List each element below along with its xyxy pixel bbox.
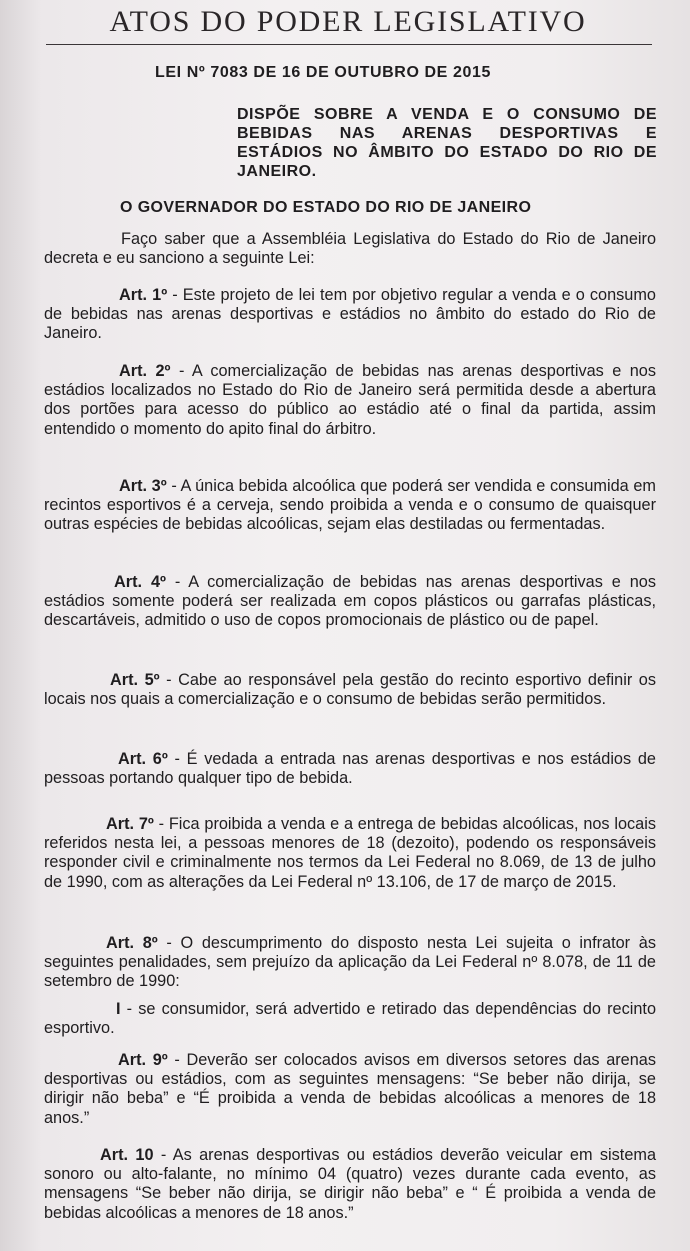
article-8: [44, 934, 656, 992]
article-10-label: Art. 10: [100, 1146, 154, 1164]
article-4-text: - A comercialização de bebidas nas arenas desportivas e nos estádios somente poderá ser realizada em copos plásticos ou garrafas plásticas, descartáveis, admitido o uso de copos promocionais de plástico ou de papel.: [44, 573, 656, 630]
section-header-title: ATOS DO PODER LEGISLATIVO: [109, 5, 587, 38]
article-1: [44, 286, 656, 344]
article-2-text: - A comercialização de bebidas nas arenas desportivas e nos estádios localizados no Estado do Rio de Janeiro será permitida desde a abertura dos portões para acesso do público ao estádio até o final da partida, assim entendido o momento do apito final do árbitro.: [44, 362, 656, 438]
article-2: [44, 362, 656, 439]
governor-heading: O GOVERNADOR DO ESTADO DO RIO DE JANEIRO: [120, 199, 532, 216]
article-1-label: Art. 1º: [119, 286, 168, 304]
article-5-text: - Cabe ao responsável pela gestão do recinto esportivo definir os locais nos quais a comercialização e o consumo de bebidas serão permitidos.: [44, 671, 656, 708]
article-1-text: - Este projeto de lei tem por objetivo regular a venda e o consumo de bebidas nas arenas desportivas e estádios no âmbito do estado do Rio de Janeiro.: [44, 286, 656, 343]
article-6-text: - É vedada a entrada nas arenas desportivas e nos estádios de pessoas portando qualquer tipo de bebida.: [44, 750, 656, 788]
article-8-item-1-label: I: [116, 1000, 121, 1018]
law-ementa: DISPÕE SOBRE A VENDA E O CONSUMO DE BEBIDAS NAS ARENAS DESPORTIVAS E ESTÁDIOS NO ÂMBITO DO ESTADO DO RIO DE JANEIRO.: [237, 106, 657, 180]
law-title: LEI Nº 7083 DE 16 DE OUTUBRO DE 2015: [155, 64, 491, 81]
article-5: [44, 671, 656, 709]
article-8-item-1-text: - se consumidor, será advertido e retirado das dependências do recinto esportivo.: [44, 1000, 656, 1038]
article-8-text: - O descumprimento do disposto nesta Lei sujeita o infrator às seguintes penalidades, sem prejuízo da aplicação da Lei Federal nº 8.078, de 11 de setembro de 1990:: [44, 934, 656, 991]
article-4: [44, 573, 656, 631]
article-4-label: Art. 4º: [114, 573, 166, 591]
article-5-label: Art. 5º: [110, 671, 160, 689]
article-7: [44, 815, 656, 892]
article-8-item-1: [44, 1000, 656, 1038]
article-3-label: Art. 3º: [119, 477, 167, 495]
article-6: [44, 750, 656, 788]
article-9: [44, 1051, 656, 1128]
header-divider: [46, 44, 652, 45]
article-2-label: Art. 2º: [119, 362, 171, 380]
article-9-text: - Deverão ser colocados avisos em diversos setores das arenas desportivas ou estádios, com as seguintes mensagens: “Se beber não dirija, se dirigir não beba” e “É proibida a venda de bebidas alcoólicas a menores de 18 anos.”: [44, 1051, 656, 1127]
article-8-label: Art. 8º: [106, 934, 158, 952]
article-6-label: Art. 6º: [118, 750, 168, 768]
preamble-text: Faço saber que a Assembléia Legislativa do Estado do Rio de Janeiro decreta e eu sanciono a seguinte Lei:: [44, 230, 656, 268]
article-3-text: - A única bebida alcoólica que poderá ser vendida e consumida em recintos esportivos é a cerveja, sendo proibida a venda e o consumo de quaisquer outras espécies de bebidas alcoólicas, sejam elas destiladas ou fermentadas.: [44, 477, 656, 534]
article-7-label: Art. 7º: [106, 815, 154, 833]
article-10: [44, 1146, 656, 1223]
article-9-label: Art. 9º: [118, 1051, 168, 1069]
article-3: [44, 477, 656, 535]
article-7-text: - Fica proibida a venda e a entrega de bebidas alcoólicas, nos locais referidos nesta lei, a pessoas menores de 18 (dezoito), podendo os responsáveis responder civil e criminalmente nos termos da Lei Federal no 8.069, de 13 de julho de 1990, com as alterações da Lei Federal nº 13.106, de 17 de março de 2015.: [44, 815, 656, 891]
article-10-text: - As arenas desportivas ou estádios deverão veicular em sistema sonoro ou alto-falante, no mínimo 04 (quatro) vezes durante cada evento, as mensagens “Se beber não dirija, se dirigir não beba” e “ É proibida a venda de bebidas alcoólicas a menores de 18 anos.”: [44, 1146, 656, 1222]
